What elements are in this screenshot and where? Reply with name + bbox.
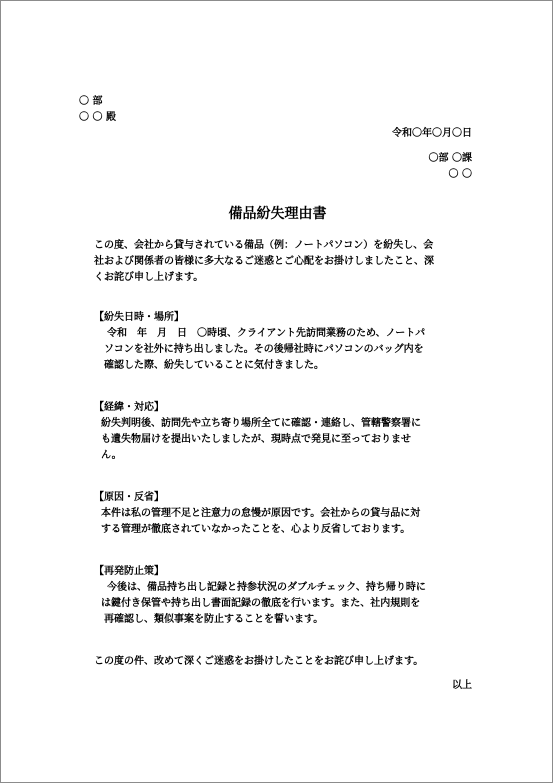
section-line: 令和 年 月 日 〇時頃、クライアント先訪問業務のため、ノートパ	[107, 328, 426, 339]
recipient-name: 〇 〇 殿	[79, 112, 116, 123]
sender-department: 〇部 〇課	[428, 153, 472, 164]
section-circumstances	[94, 400, 421, 464]
section-prevention	[94, 564, 426, 628]
document-title: 備品紛失理由書	[228, 206, 327, 222]
section-line: 確認した際、紛失していることに気付きました。	[104, 360, 324, 371]
section-line: は鍵付き保管や持ち出し書面記録の徹底を行います。また、社内規則を	[101, 598, 421, 609]
section-heading: 【再発防止策】	[94, 566, 164, 577]
document-date: 令和〇年〇月〇日	[392, 128, 472, 139]
section-line: 今後は、備品持ち出し記録と持参状況のダブルチェック、持ち帰り時に	[107, 582, 426, 593]
closing-sentence: この度の件、改めて深くご迷惑をお掛けしたことをお詫び申し上げます。	[94, 656, 424, 667]
section-line: ん。	[101, 450, 122, 461]
section-cause-reflection	[94, 490, 420, 538]
section-heading: 【紛失日時・場所】	[94, 312, 184, 323]
section-line: 紛失判明後、訪問先や立ち寄り場所全てに確認・連絡し、管轄警察署に	[101, 418, 421, 429]
section-line: ソコンを社外に持ち出しました。その後帰社時にパソコンのバッグ内を	[104, 344, 424, 355]
recipient-department: 〇 部	[79, 96, 103, 107]
intro-line: くお詫び申し上げます。	[94, 272, 204, 283]
sender-name: 〇 〇	[448, 169, 472, 180]
section-line: 本件は私の管理不足と注意力の怠慢が原因です。会社からの貸与品に対	[101, 508, 421, 519]
section-line: 再確認し、類似事案を防止することを誓います。	[104, 614, 324, 625]
intro-paragraph	[94, 238, 434, 286]
section-loss-datetime	[94, 310, 425, 374]
section-line: する管理が徹底されていなかったことを、心より反省しております。	[101, 524, 411, 535]
intro-line: この度、会社から貸与されている備品（例：ノートパソコン）を紛失し、会	[94, 240, 434, 251]
section-line: も遺失物届けを提出いたしましたが、現時点で発見に至っておりませ	[101, 434, 411, 445]
intro-line: 社および関係者の皆様に多大なるご迷惑とご心配をお掛けしましたこと、深	[94, 256, 434, 267]
section-heading: 【原因・反省】	[94, 492, 164, 503]
section-heading: 【経緯・対応】	[94, 402, 164, 413]
document-end-mark: 以上	[452, 680, 472, 691]
